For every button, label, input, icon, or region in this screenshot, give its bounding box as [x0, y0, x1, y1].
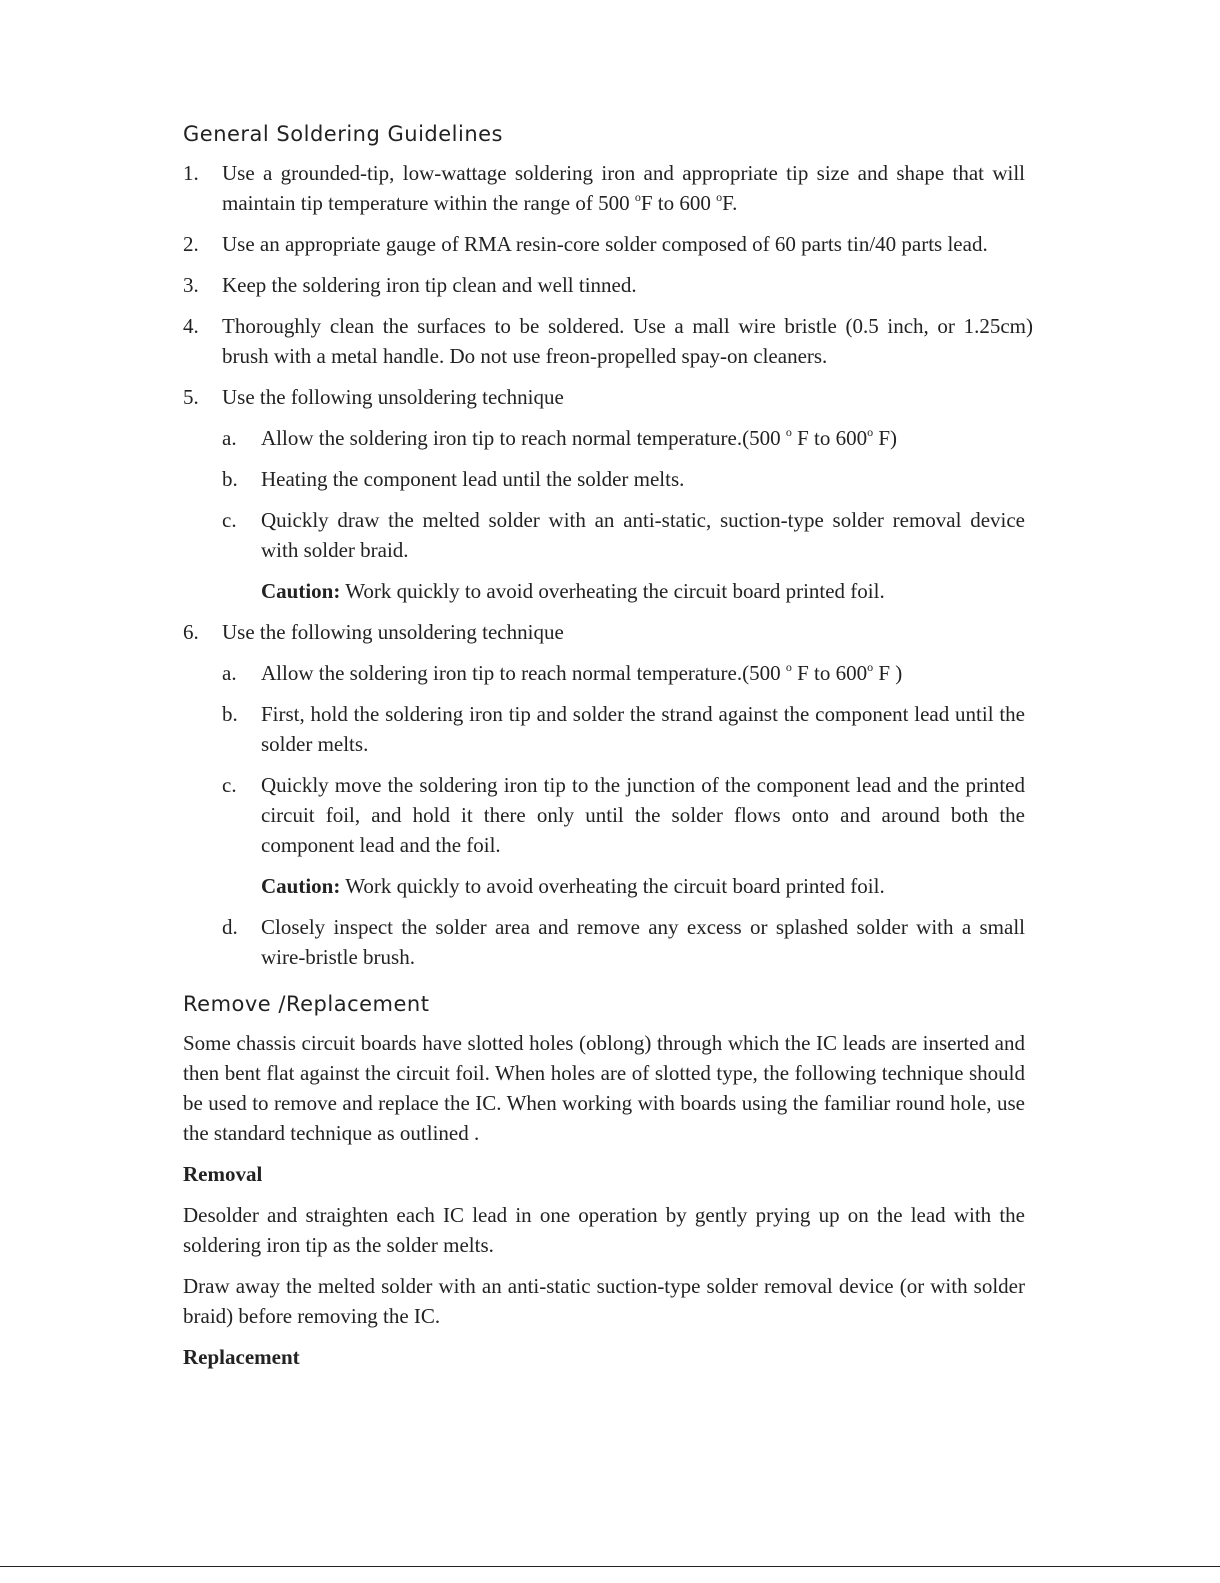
sub-item-text: Quickly draw the melted solder with an anti-static, suction-type solder removal device with solder braid. [261, 508, 1025, 562]
item-number: 4. [183, 314, 199, 338]
guideline-item-4 [183, 311, 1033, 371]
sub-item-text-part: F to 600 [791, 426, 868, 450]
item-text: Use the following unsoldering technique [222, 385, 564, 409]
sub-item-5a [183, 423, 1025, 453]
removal-paragraph-1: Desolder and straighten each IC lead in one operation by gently prying up on the lead with the soldering iron tip as the solder melts. [183, 1203, 1025, 1257]
sub-item-text-part: F) [873, 426, 898, 450]
item-text: Use an appropriate gauge of RMA resin-core solder composed of 60 parts tin/40 parts lead. [222, 232, 988, 256]
item-text-part: Use a grounded-tip, low-wattage soldering iron and appropriate tip size and shape that will maintain tip temperature within the range of 500 [222, 161, 1025, 215]
guideline-item-6 [183, 617, 1025, 647]
sub-item-letter: d. [222, 915, 238, 939]
item-number: 2. [183, 232, 199, 256]
degree-superscript: o [867, 425, 874, 439]
sub-item-text: Heating the component lead until the solder melts. [261, 467, 685, 491]
sub-item-6b [183, 699, 1025, 759]
sub-item-text-part: Allow the soldering iron tip to reach normal temperature.(500 [261, 426, 786, 450]
sub-item-letter: b. [222, 467, 238, 491]
page-bottom-rule [0, 1566, 1220, 1567]
sub-item-6d [183, 912, 1025, 972]
sub-item-5b [183, 464, 1025, 494]
document-page [183, 120, 1033, 1383]
item-number: 1. [183, 161, 199, 185]
sub-item-text: Quickly move the soldering iron tip to the junction of the component lead and the printed circuit foil, and hold it there only until the solder flows onto and around both the component lead and the foil. [261, 773, 1025, 857]
item-number: 6. [183, 620, 199, 644]
item-number: 5. [183, 385, 199, 409]
intro-paragraph: Some chassis circuit boards have slotted holes (oblong) through which the IC leads are inserted and then bent flat against the circuit foil. When holes are of slotted type, the following technique should be used to remove and replace the IC. When working with boards using the familiar round hole, use the standard technique as outlined . [183, 1031, 1025, 1145]
section-heading-remove-replacement: Remove /Replacement [183, 992, 430, 1016]
caution-text: Work quickly to avoid overheating the circuit board printed foil. [340, 874, 885, 898]
sub-item-letter: a. [222, 426, 237, 450]
guideline-item-2 [183, 229, 1025, 259]
sub-item-text-part: F to 600 [791, 661, 868, 685]
degree-superscript: o [785, 425, 792, 439]
sub-item-5c [183, 505, 1025, 565]
item-text: Keep the soldering iron tip clean and well tinned. [222, 273, 637, 297]
guideline-item-1 [183, 158, 1025, 218]
removal-heading: Removal [183, 1162, 263, 1186]
sub-item-text-part: Allow the soldering iron tip to reach normal temperature.(500 [261, 661, 786, 685]
sub-item-text: First, hold the soldering iron tip and solder the strand against the component lead until the solder melts. [261, 702, 1025, 756]
caution-label: Caution: [261, 579, 341, 603]
section-heading-soldering-guidelines: General Soldering Guidelines [183, 122, 503, 146]
degree-superscript: o [785, 660, 792, 674]
caution-text: Work quickly to avoid overheating the circuit board printed foil. [340, 579, 885, 603]
degree-superscript: o [634, 190, 641, 204]
sub-item-letter: a. [222, 661, 237, 685]
item-text-part: F to 600 [640, 191, 717, 215]
sub-item-6a [183, 658, 1025, 688]
sub-item-letter: c. [222, 773, 237, 797]
caution-note-6 [183, 871, 1025, 901]
sub-item-text: Closely inspect the solder area and remove any excess or splashed solder with a small wire-bristle brush. [261, 915, 1025, 969]
sub-item-text-part: F ) [873, 661, 903, 685]
sub-item-letter: b. [222, 702, 238, 726]
replacement-heading: Replacement [183, 1345, 300, 1369]
sub-item-letter: c. [222, 508, 237, 532]
degree-superscript: o [867, 660, 874, 674]
item-number: 3. [183, 273, 199, 297]
sub-item-6c [183, 770, 1025, 860]
degree-superscript: o [716, 190, 723, 204]
caution-note-5 [183, 576, 1025, 606]
caution-label: Caution: [261, 874, 341, 898]
item-text: Use the following unsoldering technique [222, 620, 564, 644]
item-text: Thoroughly clean the surfaces to be soldered. Use a mall wire bristle (0.5 inch, or 1.25cm) brush with a metal handle. Do not use freon-propelled spay-on cleaners. [222, 314, 1033, 368]
removal-paragraph-2: Draw away the melted solder with an anti-static suction-type solder removal device (or with solder braid) before removing the IC. [183, 1274, 1025, 1328]
guideline-item-5 [183, 382, 1025, 412]
item-text-part: F. [722, 191, 738, 215]
guideline-item-3 [183, 270, 1025, 300]
